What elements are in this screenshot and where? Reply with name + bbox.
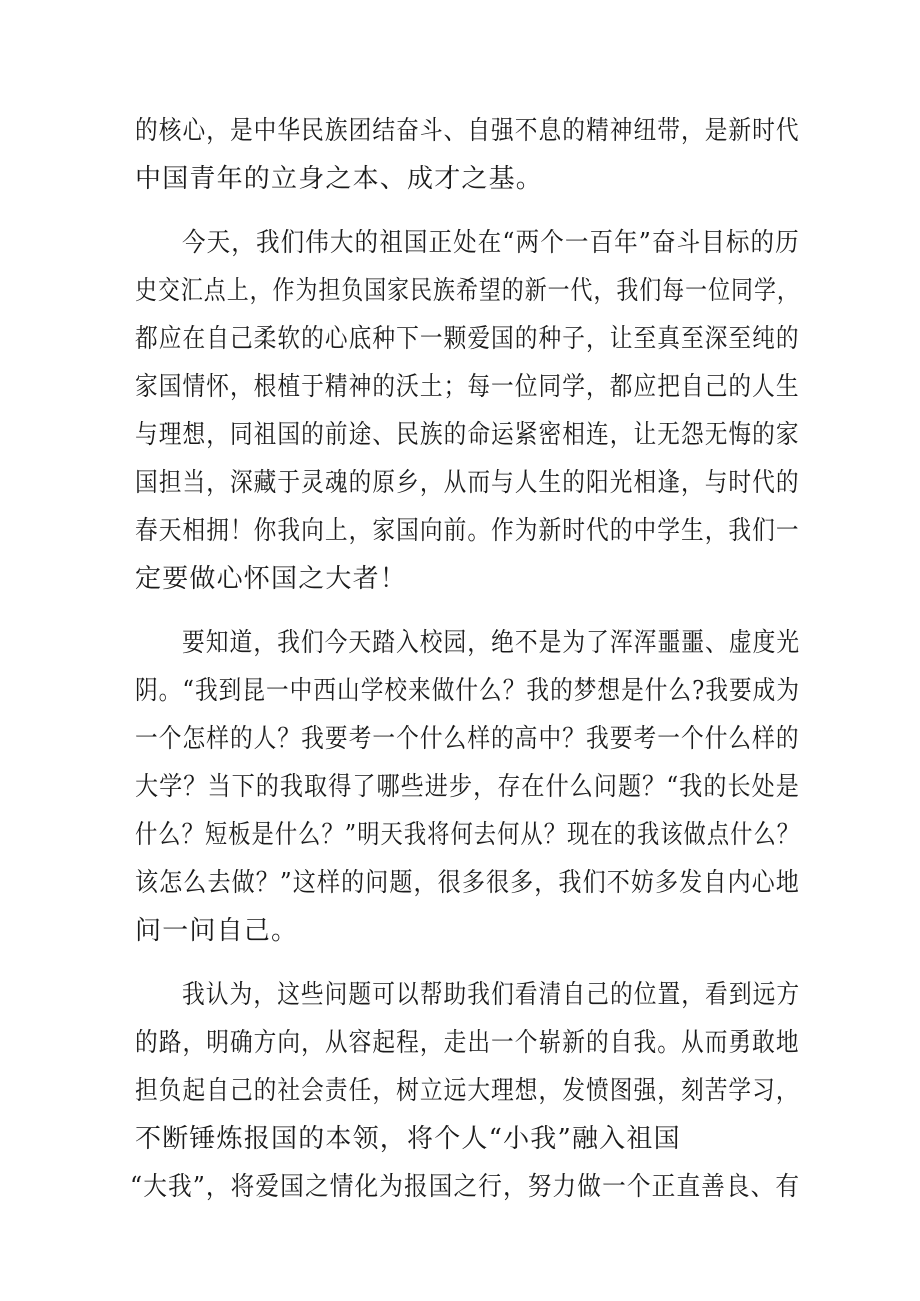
text-line: 一个怎样的人？我要考一个什么样的高中？我要考一个什么样的 xyxy=(135,724,800,754)
text-line: 史交汇点上，作为担负国家民族希望的新一代，我们每一位同学， xyxy=(135,276,800,306)
paragraph-first-line: 要知道，我们今天踏入校园，绝不是为了浑浑噩噩、虚度光 xyxy=(182,628,801,658)
text-line: 都应在自己柔软的心底种下一颗爱国的种子，让至真至深至纯的 xyxy=(135,324,800,354)
text-line: 定要做心怀国之大者！ xyxy=(135,564,408,594)
text-line: 国担当，深藏于灵魂的原乡，从而与人生的阳光相逢，与时代的 xyxy=(135,468,800,498)
text-line: 担负起自己的社会责任，树立远大理想，发愤图强，刻苦学习， xyxy=(135,1076,800,1106)
text-line: 问一问自己。 xyxy=(135,916,299,946)
text-line: 家国情怀，根植于精神的沃土；每一位同学，都应把自己的人生 xyxy=(135,372,800,402)
text-line: 大学？当下的我取得了哪些进步，存在什么问题？“我的长处是 xyxy=(135,772,800,802)
text-line: 阴。“我到昆一中西山学校来做什么？我的梦想是什么?我要成为 xyxy=(135,676,801,706)
text-line: 什么？短板是什么？”明天我将何去何从？现在的我该做点什么？ xyxy=(135,820,801,850)
text-line: “大我”，将爱国之情化为报国之行，努力做一个正直善良、有 xyxy=(130,1172,801,1202)
text-line: 该怎么去做？”这样的问题，很多很多，我们不妨多发自内心地 xyxy=(135,868,800,898)
text-line: 中国青年的立身之本、成才之基。 xyxy=(135,164,544,194)
text-line: 的核心，是中华民族团结奋斗、自强不息的精神纽带，是新时代 xyxy=(135,116,800,146)
paragraph-first-line: 今天，我们伟大的祖国正处在“两个一百年”奋斗目标的历 xyxy=(182,228,800,258)
text-line: 不断锤炼报国的本领，将个人“小我”融入祖国 xyxy=(135,1124,681,1154)
text-line: 与理想，同祖国的前途、民族的命运紧密相连，让无怨无悔的家 xyxy=(135,420,800,450)
paragraph-first-line: 我认为，这些问题可以帮助我们看清自己的位置，看到远方 xyxy=(182,980,801,1010)
text-line: 的路，明确方向，从容起程，走出一个崭新的自我。从而勇敢地 xyxy=(135,1028,800,1058)
text-line: 春天相拥！你我向上，家国向前。作为新时代的中学生，我们一 xyxy=(135,516,800,546)
